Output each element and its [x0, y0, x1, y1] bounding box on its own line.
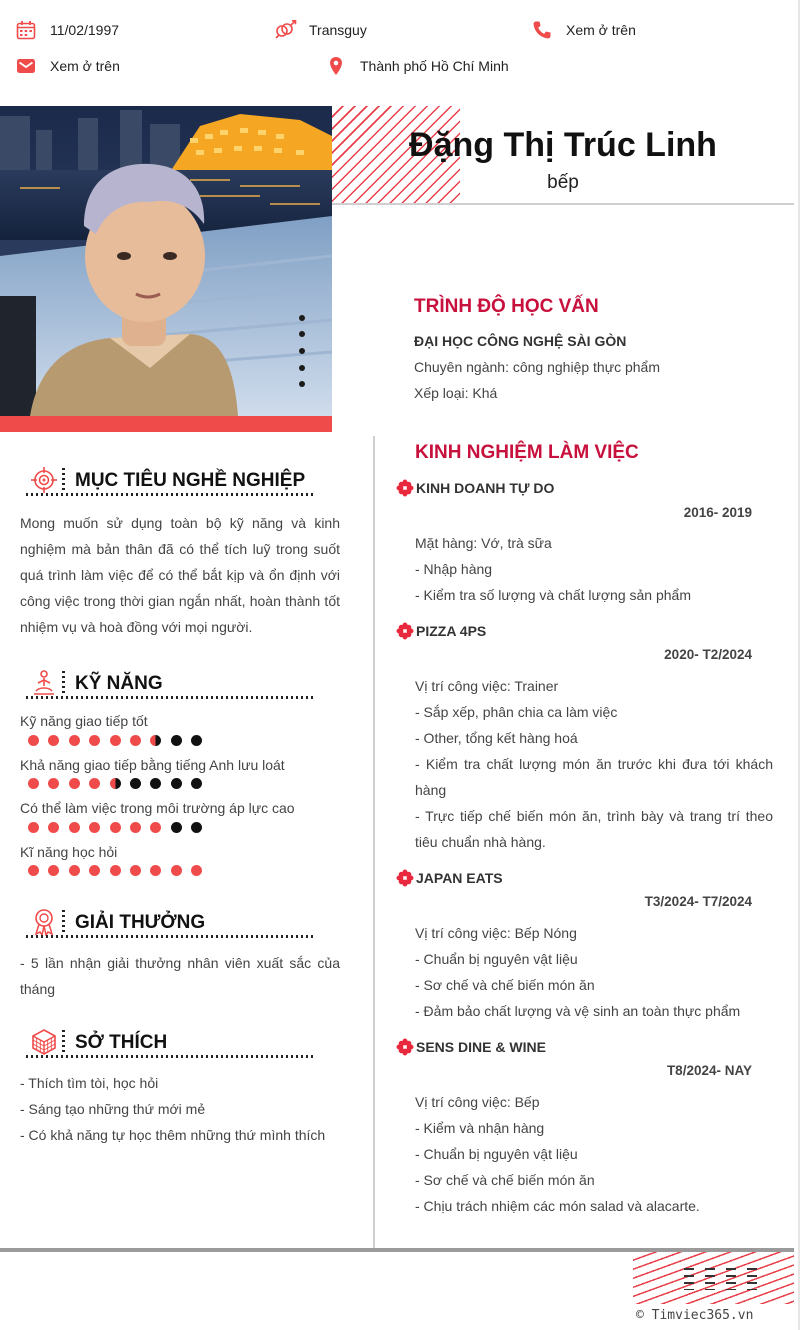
job-detail-line: - Sơ chế và chế biến món ăn [415, 1172, 595, 1188]
heading-dot-separator [62, 910, 65, 934]
hobbies-heading: SỞ THÍCH [75, 1032, 168, 1053]
heading-dot-underline [26, 1055, 314, 1058]
job-detail-line: - Other, tổng kết hàng hoá [415, 730, 578, 746]
heading-dot-separator [62, 1030, 65, 1054]
skill-rating-dot [89, 822, 100, 833]
skill-rating-dot [171, 778, 182, 789]
location-pin-icon [326, 56, 346, 76]
skill-label: Kỹ năng giao tiếp tốt [20, 713, 148, 729]
job-company [396, 1038, 546, 1056]
job-detail-line: Vị trí công việc: Bếp Nóng [415, 925, 577, 941]
flower-bullet-icon [396, 1038, 414, 1056]
header-divider [332, 203, 794, 205]
job-detail-line: - Nhập hàng [415, 561, 493, 577]
skill-rating-dot [89, 778, 100, 789]
skill-rating-dot [110, 778, 121, 789]
copyright-text: © Timviec365.vn [636, 1308, 754, 1323]
objective-heading: MỤC TIÊU NGHỀ NGHIỆP [75, 470, 306, 491]
flower-bullet-icon [396, 479, 414, 497]
column-divider [373, 436, 375, 1248]
profile-photo [0, 106, 332, 416]
skill-rating-dot [69, 865, 80, 876]
skill-rating-dot [69, 735, 80, 746]
skill-rating-dot [130, 778, 141, 789]
skill-rating-dot [191, 778, 202, 789]
flower-bullet-icon [396, 622, 414, 640]
address-text: Thành phố Hồ Chí Minh [360, 58, 509, 74]
candidate-name: Đặng Thị Trúc Linh [409, 126, 717, 164]
phone-icon [532, 20, 552, 40]
job-period: 2016- 2019 [683, 505, 752, 520]
contact-phone [532, 20, 636, 40]
skill-label: Kĩ năng học hỏi [20, 844, 118, 860]
skill-rating [28, 735, 212, 746]
skill-rating [28, 778, 212, 789]
education-school: ĐẠI HỌC CÔNG NGHỆ SÀI GÒN [414, 333, 627, 349]
skill-rating-dot [48, 865, 59, 876]
job-detail-line: - Kiểm tra số lượng và chất lượng sản phẩm [415, 587, 692, 603]
skill-rating [28, 822, 212, 833]
skill-rating-dot [28, 822, 39, 833]
skill-rating-dot [48, 822, 59, 833]
target-icon [30, 466, 58, 494]
meditation-icon [30, 669, 58, 697]
job-detail-line: - Sơ chế và chế biến món ăn [415, 977, 595, 993]
skill-rating-dot [150, 778, 161, 789]
skill-rating-dot [110, 865, 121, 876]
job-detail-line: - Chuẩn bị nguyên vật liệu [415, 1146, 578, 1162]
skill-rating-dot [110, 822, 121, 833]
skill-rating-dot [191, 735, 202, 746]
job-period: 2020- T2/2024 [664, 647, 752, 662]
skill-rating-dot [171, 735, 182, 746]
job-company-name: JAPAN EATS [416, 870, 503, 886]
skill-rating-dot [191, 822, 202, 833]
skill-rating-dot [150, 822, 161, 833]
heading-dot-separator [62, 671, 65, 695]
skill-rating-dot [130, 865, 141, 876]
job-company [396, 479, 554, 497]
skill-rating-dot [28, 735, 39, 746]
skill-rating-dot [130, 735, 141, 746]
awards-section-header [26, 908, 314, 938]
heading-dot-underline [26, 696, 314, 699]
job-company-name: KINH DOANH TỰ DO [416, 480, 555, 496]
skill-rating-dot [89, 735, 100, 746]
email-icon [16, 56, 36, 76]
flower-bullet-icon [396, 869, 414, 887]
heading-dot-separator [62, 468, 65, 492]
job-detail-line: Mặt hàng: Vớ, trà sữa [415, 535, 552, 551]
skill-rating [28, 865, 212, 876]
skill-rating-dot [69, 778, 80, 789]
objective-text: Mong muốn sử dụng toàn bộ kỹ năng và kinh nghiệm mà bản thân đã có thể tích luỹ trong suốt quá trình làm việc để có thể bắt kịp và ổn định với công việc trong thời gian ngắn nhất, hoàn thành tốt nhiệm vụ và hoà đồng với mọi người. [20, 515, 340, 635]
skill-rating-dot [48, 735, 59, 746]
job-detail-line: - Kiểm tra chất lượng món ăn trước khi đưa tới khách hàng [415, 756, 773, 798]
skill-rating-dot [171, 822, 182, 833]
education-grade: Xếp loại: Khá [414, 385, 498, 401]
contact-dob [16, 20, 119, 40]
gender-icon [274, 20, 298, 40]
gender-text: Transguy [309, 22, 367, 38]
skill-rating-dot [130, 822, 141, 833]
job-detail-line: - Sắp xếp, phân chia ca làm việc [415, 704, 618, 720]
hobby-item: - Sáng tạo những thứ mới mẻ [20, 1101, 206, 1117]
heading-dot-underline [26, 493, 314, 496]
skill-rating-dot [171, 865, 182, 876]
education-major: Chuyên ngành: công nghiệp thực phẩm [414, 359, 660, 375]
skills-heading: KỸ NĂNG [75, 673, 163, 694]
job-detail-line: - Đảm bảo chất lượng và vệ sinh an toàn thực phẩm [415, 1003, 741, 1019]
education-heading: TRÌNH ĐỘ HỌC VẤN [414, 296, 599, 317]
skill-rating-dot [48, 778, 59, 789]
skill-label: Khả năng giao tiếp bằng tiếng Anh lưu loát [20, 757, 285, 773]
skill-rating-dot [69, 822, 80, 833]
phone-text: Xem ở trên [566, 22, 636, 38]
contact-gender [274, 20, 367, 40]
contact-address [326, 56, 509, 76]
skills-section-header [26, 669, 314, 699]
dob-text: 11/02/1997 [50, 22, 120, 38]
job-detail-line: Vị trí công việc: Bếp [415, 1094, 540, 1110]
experience-heading: KINH NGHIỆM LÀM VIỆC [415, 442, 639, 463]
award-medal-icon [30, 908, 58, 936]
heading-dot-underline [26, 935, 314, 938]
skill-rating-dot [150, 865, 161, 876]
job-detail-line: - Trực tiếp chế biến món ăn, trình bày và trang trí theo tiêu chuẩn nhà hàng. [415, 808, 773, 850]
skill-rating-dot [28, 778, 39, 789]
job-company [396, 622, 486, 640]
job-company [396, 869, 503, 887]
photo-accent-bar [0, 416, 332, 432]
skill-rating-dot [191, 865, 202, 876]
job-company-name: PIZZA 4PS [416, 623, 487, 639]
hobbies-section-header [26, 1028, 314, 1058]
job-company-name: SENS DINE & WINE [416, 1039, 546, 1055]
job-title: bếp [547, 172, 579, 193]
job-detail-line: - Kiểm và nhận hàng [415, 1120, 545, 1136]
skill-rating-dot [89, 865, 100, 876]
skill-label: Có thể làm việc trong môi trường áp lực cao [20, 800, 295, 816]
email-text: Xem ở trên [50, 58, 120, 74]
skill-rating-dot [28, 865, 39, 876]
skill-rating-dot [110, 735, 121, 746]
awards-heading: GIẢI THƯỞNG [75, 912, 206, 933]
awards-text: - 5 lần nhận giải thưởng nhân viên xuất sắc của tháng [20, 955, 340, 997]
job-detail-line: Vị trí công việc: Trainer [415, 678, 559, 694]
cube-icon [30, 1028, 58, 1056]
job-period: T8/2024- NAY [666, 1063, 752, 1078]
footer-dot-decoration [684, 1268, 757, 1290]
calendar-icon [16, 20, 36, 40]
objective-section-header [26, 466, 314, 496]
job-detail-line: - Chuẩn bị nguyên vật liệu [415, 951, 578, 967]
contact-email [16, 56, 120, 76]
skill-rating-dot [150, 735, 161, 746]
hobby-item: - Có khả năng tự học thêm những thứ mình thích [20, 1127, 326, 1143]
hobby-item: - Thích tìm tòi, học hỏi [20, 1075, 159, 1091]
job-detail-line: - Chịu trách nhiệm các món salad và alacarte. [415, 1198, 700, 1214]
job-period: T3/2024- T7/2024 [644, 894, 752, 909]
